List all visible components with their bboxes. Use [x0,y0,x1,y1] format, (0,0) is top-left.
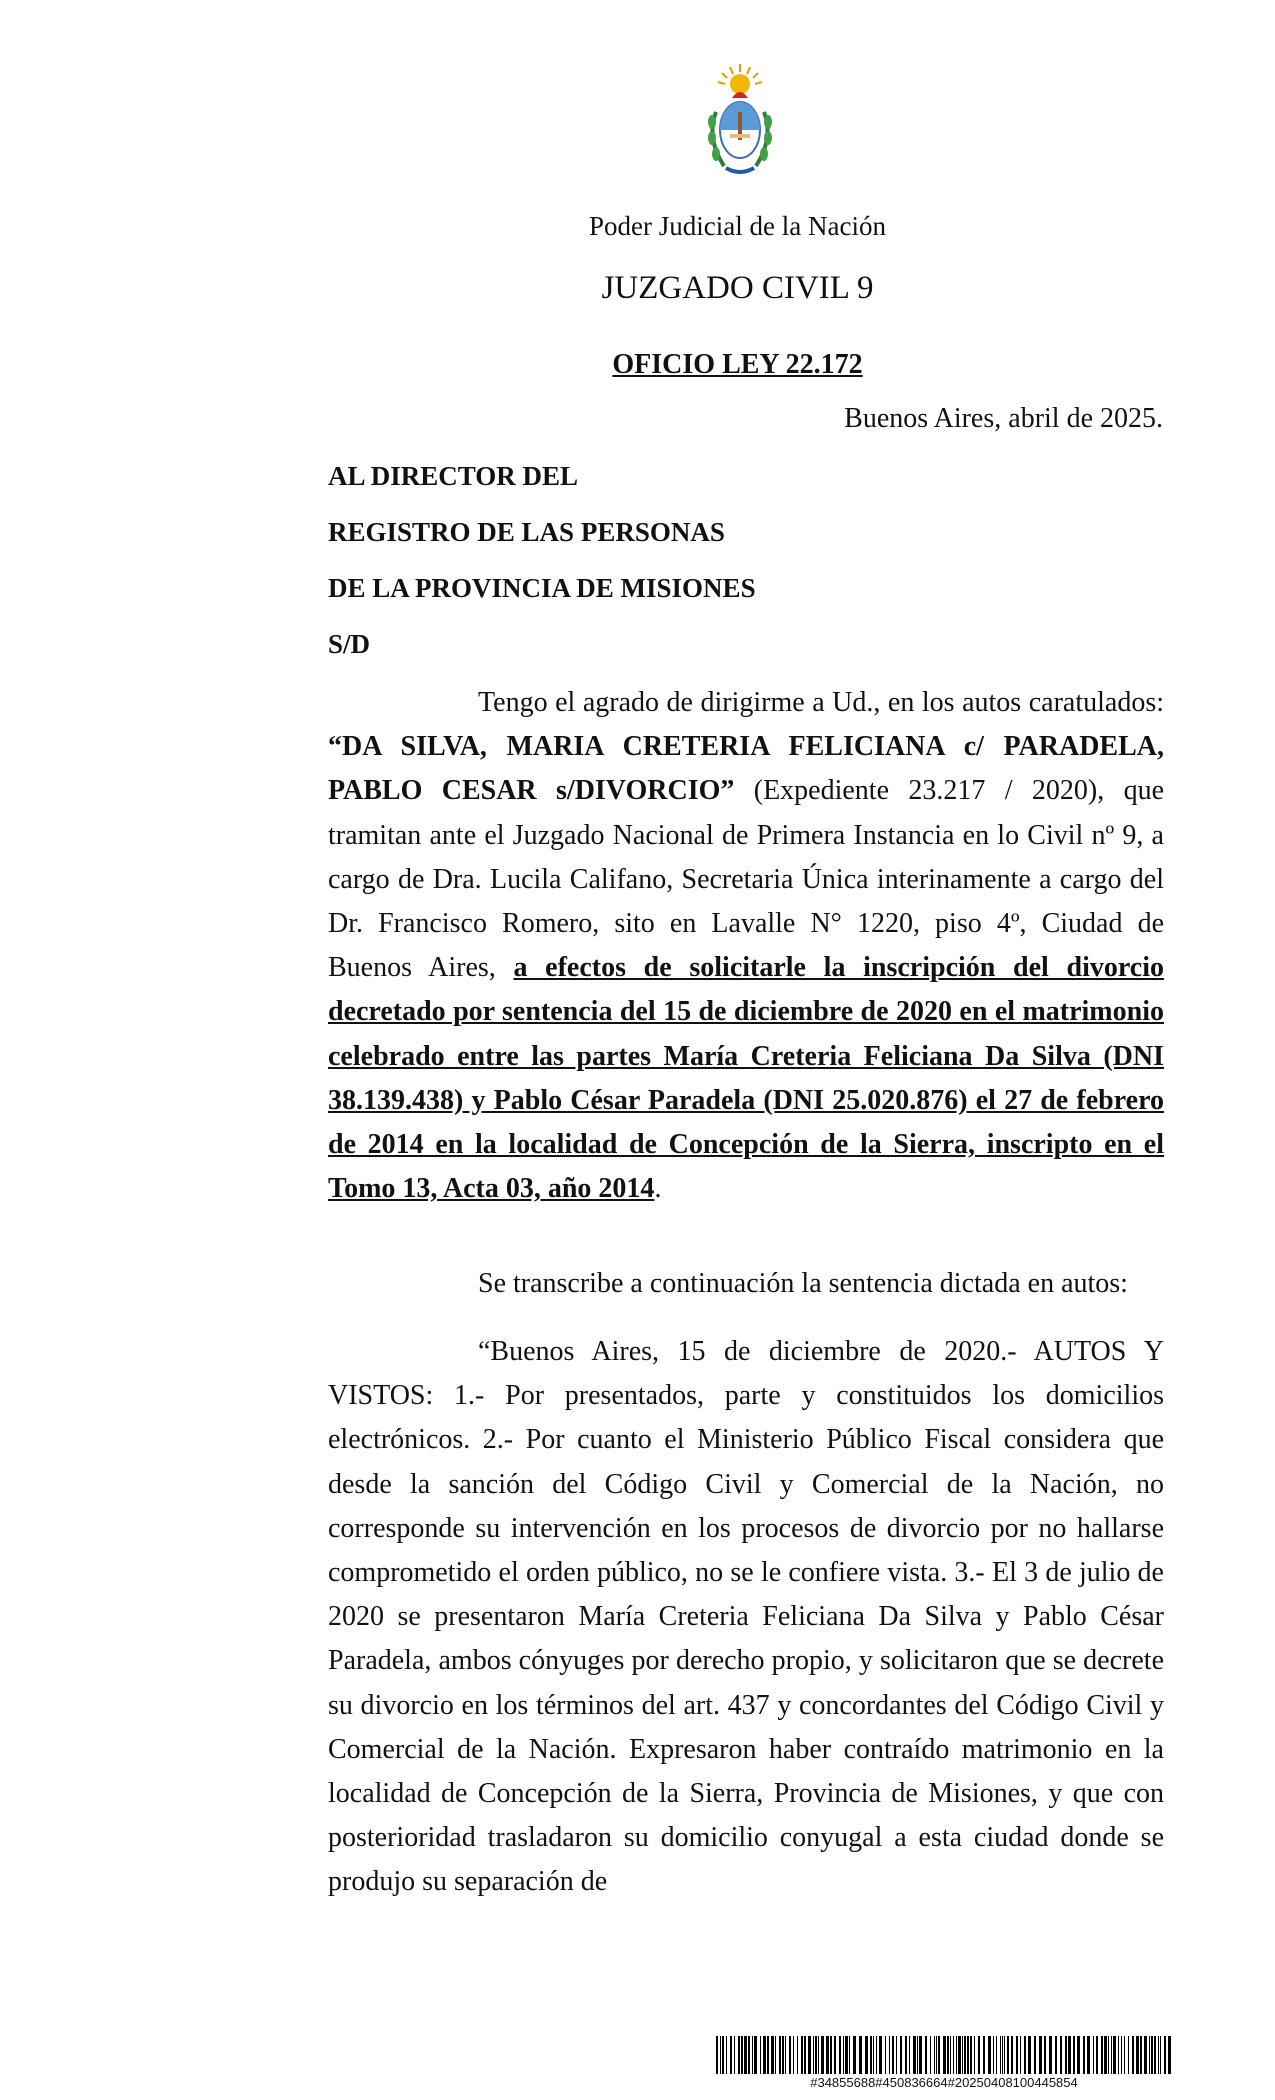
date-line: Buenos Aires, abril de 2025. [844,403,1163,434]
barcode-bar [1108,2036,1109,2074]
barcode-bar [964,2036,966,2074]
barcode-bar [834,2036,836,2074]
paragraph-request-intro: Tengo el agrado de dirigirme a Ud., en los autos caratulados: [478,687,1164,718]
barcode-bar [962,2036,963,2074]
barcode-bar [1164,2036,1166,2074]
barcode-bar [996,2036,997,2074]
barcode-bar [1016,2036,1018,2074]
barcode-bar [1121,2036,1122,2074]
barcode-bar [859,2036,862,2074]
barcode-bar [782,2036,784,2074]
barcode-bar [1007,2036,1009,2074]
barcode-bar [853,2036,856,2074]
barcode-bar [1068,2036,1071,2074]
barcode-bar [938,2036,940,2074]
barcode-bar [889,2036,890,2074]
barcode-bar [826,2036,829,2074]
barcode-bar [896,2036,897,2074]
barcode-bar [1118,2036,1119,2074]
barcode-bar [793,2036,794,2074]
barcode-bar [1020,2036,1021,2074]
barcode-bar [925,2036,927,2074]
barcode-bar [1060,2036,1062,2074]
barcode-bar [885,2036,886,2074]
case-title: “DA SILVA, MARIA CRETERIA FELICIANA c/ PARADELA, PABLO CESAR s/DIVORCIO” [328,731,1164,807]
barcode-bar [722,2036,724,2074]
barcode-bar [1132,2036,1134,2074]
barcode-bar [813,2036,814,2074]
barcode-bar [958,2036,961,2074]
barcode-bar [919,2036,922,2074]
barcode-bar [1101,2036,1103,2074]
barcode-bar [913,2036,916,2074]
barcode-bar [1055,2036,1057,2074]
barcode-bar [876,2036,877,2074]
barcode-bar [1104,2036,1107,2074]
barcode-bar [720,2036,721,2074]
barcode-bar [943,2036,946,2074]
barcode-bar [983,2036,985,2074]
barcode-bar [974,2036,975,2074]
barcode-bar [1113,2036,1116,2074]
barcode-bar [730,2036,732,2074]
barcode-bar [821,2036,824,2074]
barcode-bar [1000,2036,1001,2074]
barcode-bar [950,2036,951,2074]
request-statement: a efectos de solicitarle la inscripción del divorcio decretado por sentencia del 15 de diciembre de 2020 en el matrimonio celebrado entre las partes María Creteria Feliciana Da Silva (DNI 38.139.438) y Pablo César Paradela (DNI 25.020.876) el 27 de febrero de 2014 en la localidad de Concepción de la Sierra, inscripto en el Tomo 13, Acta 03, año 2014 [328,952,1164,1205]
barcode-bar [993,2036,994,2074]
barcode-bar [1128,2036,1129,2074]
barcode-bar [1087,2036,1090,2074]
addressee-line-1: AL DIRECTOR DEL [328,461,579,491]
barcode-bar [1039,2036,1042,2074]
barcode-bar [752,2036,753,2074]
barcode-bar [808,2036,811,2074]
barcode-bar [1073,2036,1075,2074]
barcode-bar [845,2036,848,2074]
barcode-bar [905,2036,907,2074]
barcode-bar [1034,2036,1036,2074]
barcode-bar [763,2036,766,2074]
addressee-line-3: DE LA PROVINCIA DE MISIONES [328,573,756,603]
barcode-bar [754,2036,757,2074]
barcode-bar [1024,2036,1026,2074]
barcode-bar [1124,2036,1125,2074]
barcode-bar [909,2036,910,2074]
barcode-bar [760,2036,761,2074]
barcode-bar [1028,2036,1031,2074]
barcode-bar [956,2036,957,2074]
barcode-bar [988,2036,991,2074]
barcode-bar [741,2036,743,2074]
barcode-bar [801,2036,803,2074]
institution-title: Poder Judicial de la Nación [589,211,886,241]
barcode-bar [797,2036,798,2074]
barcode-text: #34855688#450836664#20250408100445854 [810,2075,1078,2090]
barcode-bar [936,2036,937,2074]
barcode-bar [865,2036,868,2074]
paragraph-request [328,681,1164,1211]
barcode-bar [726,2036,727,2074]
barcode-bar [892,2036,894,2074]
barcode-bar [1111,2036,1112,2074]
barcode-bar [771,2036,774,2074]
barcode-bar [900,2036,902,2074]
barcode-bar [815,2036,817,2074]
barcode-bar [1160,2036,1161,2074]
barcode-bar [1154,2036,1156,2074]
barcode-bar [1149,2036,1150,2074]
paragraph-request-details: (Expediente 23.217 / 2020), que tramitan ante el Juzgado Nacional de Primera Instancia en lo Civil nº 9, a cargo de Dra. Lucila Califano, Secretaria Única interinamente a cargo del Dr. Francisco Romero, sito en Lavalle N° 1220, piso 4º, Ciudad de Buenos Aires, [328,775,1164,984]
barcode-bar [830,2036,832,2074]
barcode-bar [1140,2036,1142,2074]
barcode-bar [967,2036,969,2074]
barcode-bar [1151,2036,1153,2074]
barcode-bar [818,2036,819,2074]
paragraph-request-end: . [654,1173,662,1205]
addressee-line-2: REGISTRO DE LAS PERSONAS [328,517,725,547]
barcode-bar [1077,2036,1080,2074]
barcode-bar [953,2036,954,2074]
barcode-bar [789,2036,791,2074]
barcode-bar [767,2036,769,2074]
barcode-bar [1002,2036,1003,2074]
barcode-bar [1004,2036,1005,2074]
barcode-bar [970,2036,972,2074]
barcode-bar [1044,2036,1046,2074]
barcode-bar [934,2036,935,2074]
barcode-bar [1065,2036,1067,2074]
barcode-bar [1168,2036,1171,2074]
barcode-bar [1096,2036,1098,2074]
barcode-bar [779,2036,781,2074]
barcode-bar [947,2036,949,2074]
document-type-title: OFICIO LEY 22.172 [612,349,863,380]
barcode-bar [748,2036,750,2074]
barcode-bar [1049,2036,1052,2074]
barcode-bar [870,2036,872,2074]
barcode-bar [1144,2036,1147,2074]
barcode-bar [917,2036,918,2074]
paragraph-sentence: “Buenos Aires, 15 de diciembre de 2020.- AUTOS Y VISTOS: 1.- Por presentados, parte y constituidos los domicilios electrónicos. 2.- Por cuanto el Ministerio Público Fiscal considera que desde la sanción del Código Civil y Comercial de la Nación, no corresponde su intervención en los procesos de divorcio por no hallarse comprometido el orden público, no se le confiere vista. 3.- El 3 de julio de 2020 se presentaron María Creteria Feliciana Da Silva y Pablo César Paradela, ambos cónyuges por derecho propio, y solicitaron que se decrete su divorcio en los términos del art. 437 y concordantes del Código Civil y Comercial de la Nación. Expresaron haber contraído matrimonio en la localidad de Concepción de la Sierra, Provincia de Misiones, y que con posterioridad trasladaron su domicilio conyugal a esta ciudad donde se produjo su separación de [328,1336,1164,1898]
barcode-bar [1083,2036,1085,2074]
barcode-bar [1136,2036,1139,2074]
barcode-bar [849,2036,850,2074]
barcode-bar [1011,2036,1013,2074]
barcode-bar [978,2036,980,2074]
barcode-icon [716,2036,1172,2074]
barcode-bar [785,2036,786,2074]
barcode-bar [738,2036,740,2074]
court-title: JUZGADO CIVIL 9 [601,270,874,306]
barcode-bar [775,2036,776,2074]
barcode-bar [1093,2036,1094,2074]
barcode-bar [930,2036,931,2074]
barcode-bar [734,2036,735,2074]
barcode-bar [839,2036,841,2074]
barcode-bar [744,2036,747,2074]
argentina-coat-of-arms-icon [702,62,778,180]
paragraph-transcription-intro: Se transcribe a continuación la sentencia dictada en autos: [478,1268,1128,1299]
barcode-bar [804,2036,806,2074]
barcode-bar [873,2036,874,2074]
barcode-bar [1158,2036,1159,2074]
barcode-bar [716,2036,718,2074]
addressee-line-4: S/D [328,629,371,659]
barcode-bar [879,2036,882,2074]
barcode-bar [843,2036,844,2074]
